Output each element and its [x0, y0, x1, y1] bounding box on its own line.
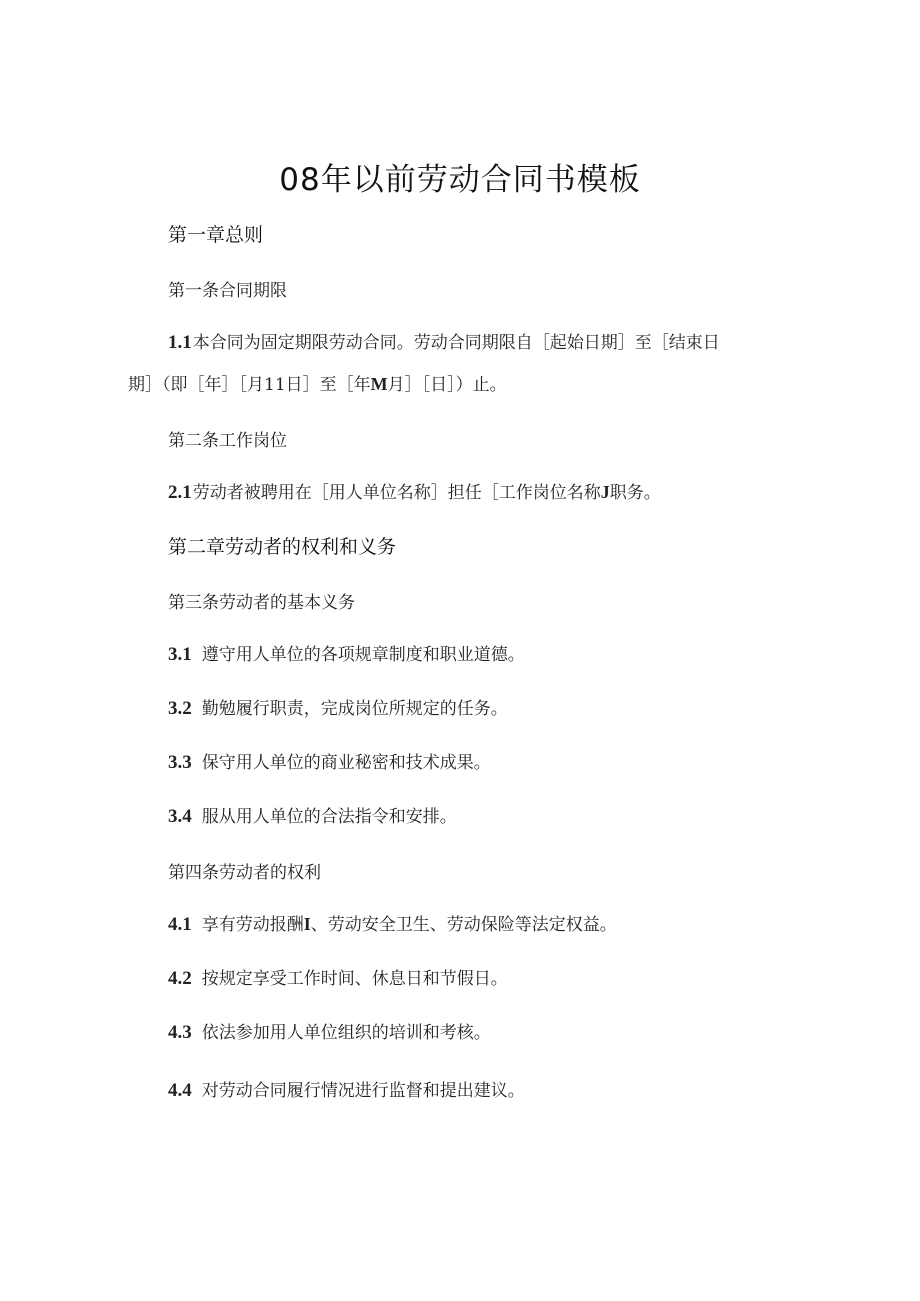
clause-3-3	[168, 748, 491, 774]
clause-text: 职务。	[609, 483, 661, 503]
clause-bold-char: J	[600, 482, 610, 502]
clause-number: 2.1	[168, 482, 192, 503]
clause-bold-char: M	[370, 374, 388, 394]
clause-text: 对劳动合同履行情况进行监督和提出建议。	[201, 1081, 525, 1101]
clause-text: 保守用人单位的商业秘密和技术成果。	[201, 753, 491, 773]
article-1-heading: 第一条合同期限	[168, 281, 287, 301]
clause-3-4	[168, 802, 457, 828]
clause-number: 4.3	[168, 1022, 192, 1043]
clause-number: 4.4	[168, 1080, 192, 1101]
clause-text: 劳动者被聘用在［用人单位名称］担任［工作岗位名称	[192, 483, 601, 503]
clause-text: 期］（即［年］［月11日］至［年	[128, 375, 371, 395]
article-2-heading: 第二条工作岗位	[168, 431, 287, 451]
clause-text: 勤勉履行职责，完成岗位所规定的任务。	[201, 699, 508, 719]
clause-text: 本合同为固定期限劳动合同。劳动合同期限自［起始日期］至［结束日	[192, 333, 720, 353]
clause-1-1	[168, 328, 720, 354]
article-4-heading: 第四条劳动者的权利	[168, 863, 321, 883]
clause-text: 、劳动安全卫生、劳动保险等法定权益。	[310, 915, 617, 935]
clause-text: 服从用人单位的合法指令和安排。	[201, 807, 457, 827]
clause-text: 享有劳动报酬	[201, 915, 304, 935]
clause-4-4	[168, 1076, 525, 1102]
clause-number: 1.1	[168, 332, 192, 353]
clause-3-1	[168, 640, 525, 666]
clause-text: 月］［日］）止。	[387, 375, 507, 395]
clause-4-1	[168, 910, 617, 936]
clause-3-2	[168, 694, 508, 720]
clause-number: 3.4	[168, 806, 192, 827]
clause-2-1	[168, 478, 661, 504]
clause-4-3	[168, 1018, 491, 1044]
clause-number: 4.2	[168, 968, 192, 989]
clause-number: 3.3	[168, 752, 192, 773]
clause-4-2	[168, 964, 508, 990]
chapter-1-heading: 第一章总则	[168, 224, 264, 246]
clause-number: 3.2	[168, 698, 192, 719]
clause-number: 3.1	[168, 644, 192, 665]
clause-bold-char: I	[303, 914, 311, 934]
clause-text: 按规定享受工作时间、休息日和节假日。	[201, 969, 508, 989]
article-3-heading: 第三条劳动者的基本义务	[168, 593, 355, 613]
document-title: 08年以前劳动合同书模板	[279, 162, 641, 198]
chapter-2-heading: 第二章劳动者的权利和义务	[168, 536, 397, 558]
clause-text: 依法参加用人单位组织的培训和考核。	[201, 1023, 491, 1043]
clause-1-1-continuation	[128, 370, 507, 395]
clause-number: 4.1	[168, 914, 192, 935]
clause-text: 遵守用人单位的各项规章制度和职业道德。	[201, 645, 525, 665]
